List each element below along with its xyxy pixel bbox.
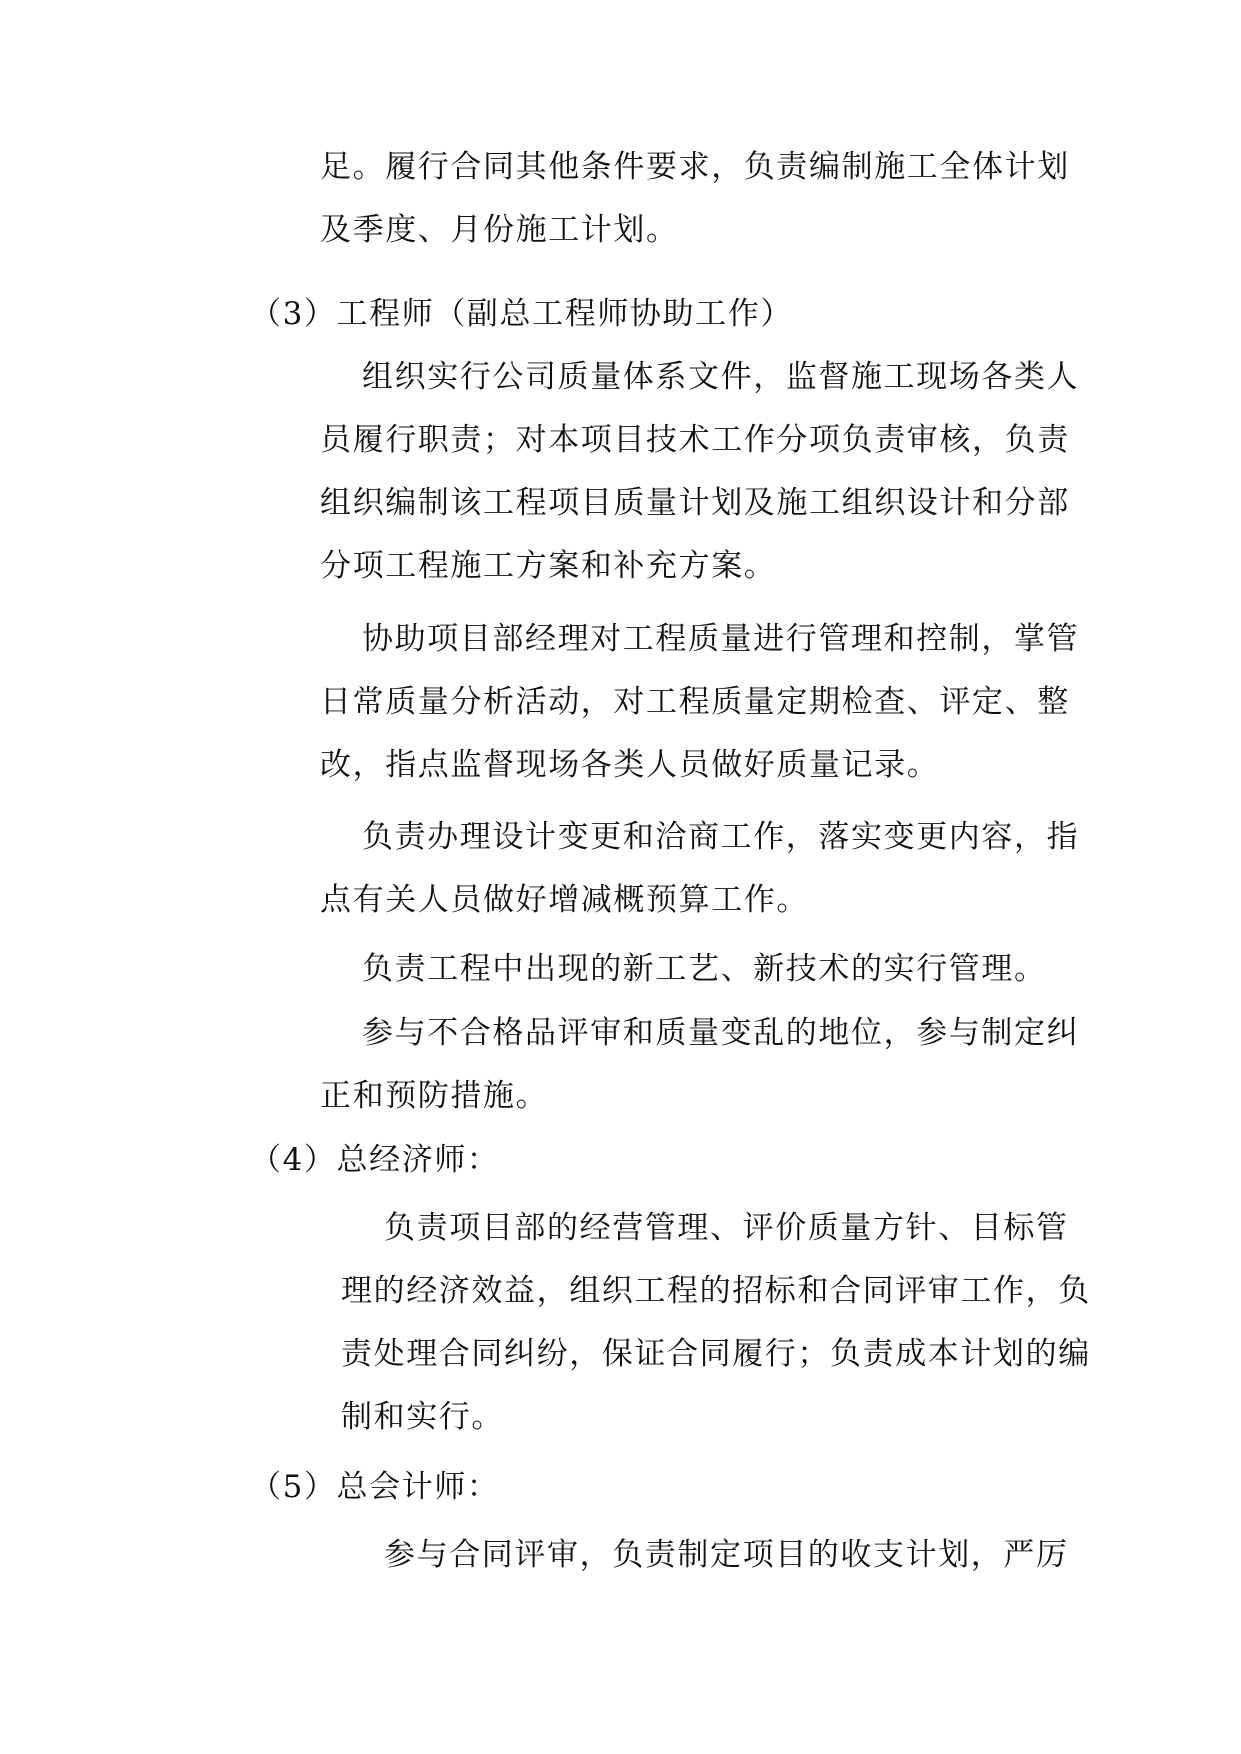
text-line: 理的经济效益，组织工程的招标和合同评审工作，负 [341, 1273, 1091, 1309]
text-line: 负责工程中出现的新工艺、新技术的实行管理。 [362, 951, 1047, 987]
text-line: 及季度、月份施工计划。 [320, 212, 679, 248]
text-line: 负责项目部的经营管理、评价质量方针、目标管 [384, 1210, 1069, 1246]
text-line: 组织编制该工程项目质量计划及施工组织设计和分部 [320, 485, 1070, 521]
text-line: 制和实行。 [341, 1399, 504, 1435]
text-line: 责处理合同纠纷，保证合同履行；负责成本计划的编 [341, 1336, 1091, 1372]
text-line: 日常质量分析活动，对工程质量定期检查、评定、整 [320, 684, 1070, 720]
text-line: 正和预防措施。 [320, 1078, 549, 1114]
text-line: 参与不合格品评审和质量变乱的地位，参与制定纠 [362, 1015, 1080, 1051]
section-heading: （5）总会计师： [250, 1469, 500, 1505]
text-line: 分项工程施工方案和补充方案。 [320, 548, 777, 584]
text-line: 参与合同评审，负责制定项目的收支计划，严厉 [384, 1537, 1069, 1573]
section-heading: （3）工程师（副总工程师协助工作） [250, 296, 793, 332]
text-line: 协助项目部经理对工程质量进行管理和控制，掌管 [362, 621, 1080, 657]
text-line: 改，指点监督现场各类人员做好质量记录。 [320, 747, 940, 783]
text-line: 足。履行合同其他条件要求，负责编制施工全体计划 [320, 149, 1070, 185]
text-line: 组织实行公司质量体系文件，监督施工现场各类人 [362, 359, 1080, 395]
text-line: 员履行职责；对本项目技术工作分项负责审核，负责 [320, 422, 1070, 458]
text-line: 点有关人员做好增减概预算工作。 [320, 882, 809, 918]
section-heading: （4）总经济师： [250, 1142, 500, 1178]
text-line: 负责办理设计变更和洽商工作，落实变更内容，指 [362, 819, 1080, 855]
